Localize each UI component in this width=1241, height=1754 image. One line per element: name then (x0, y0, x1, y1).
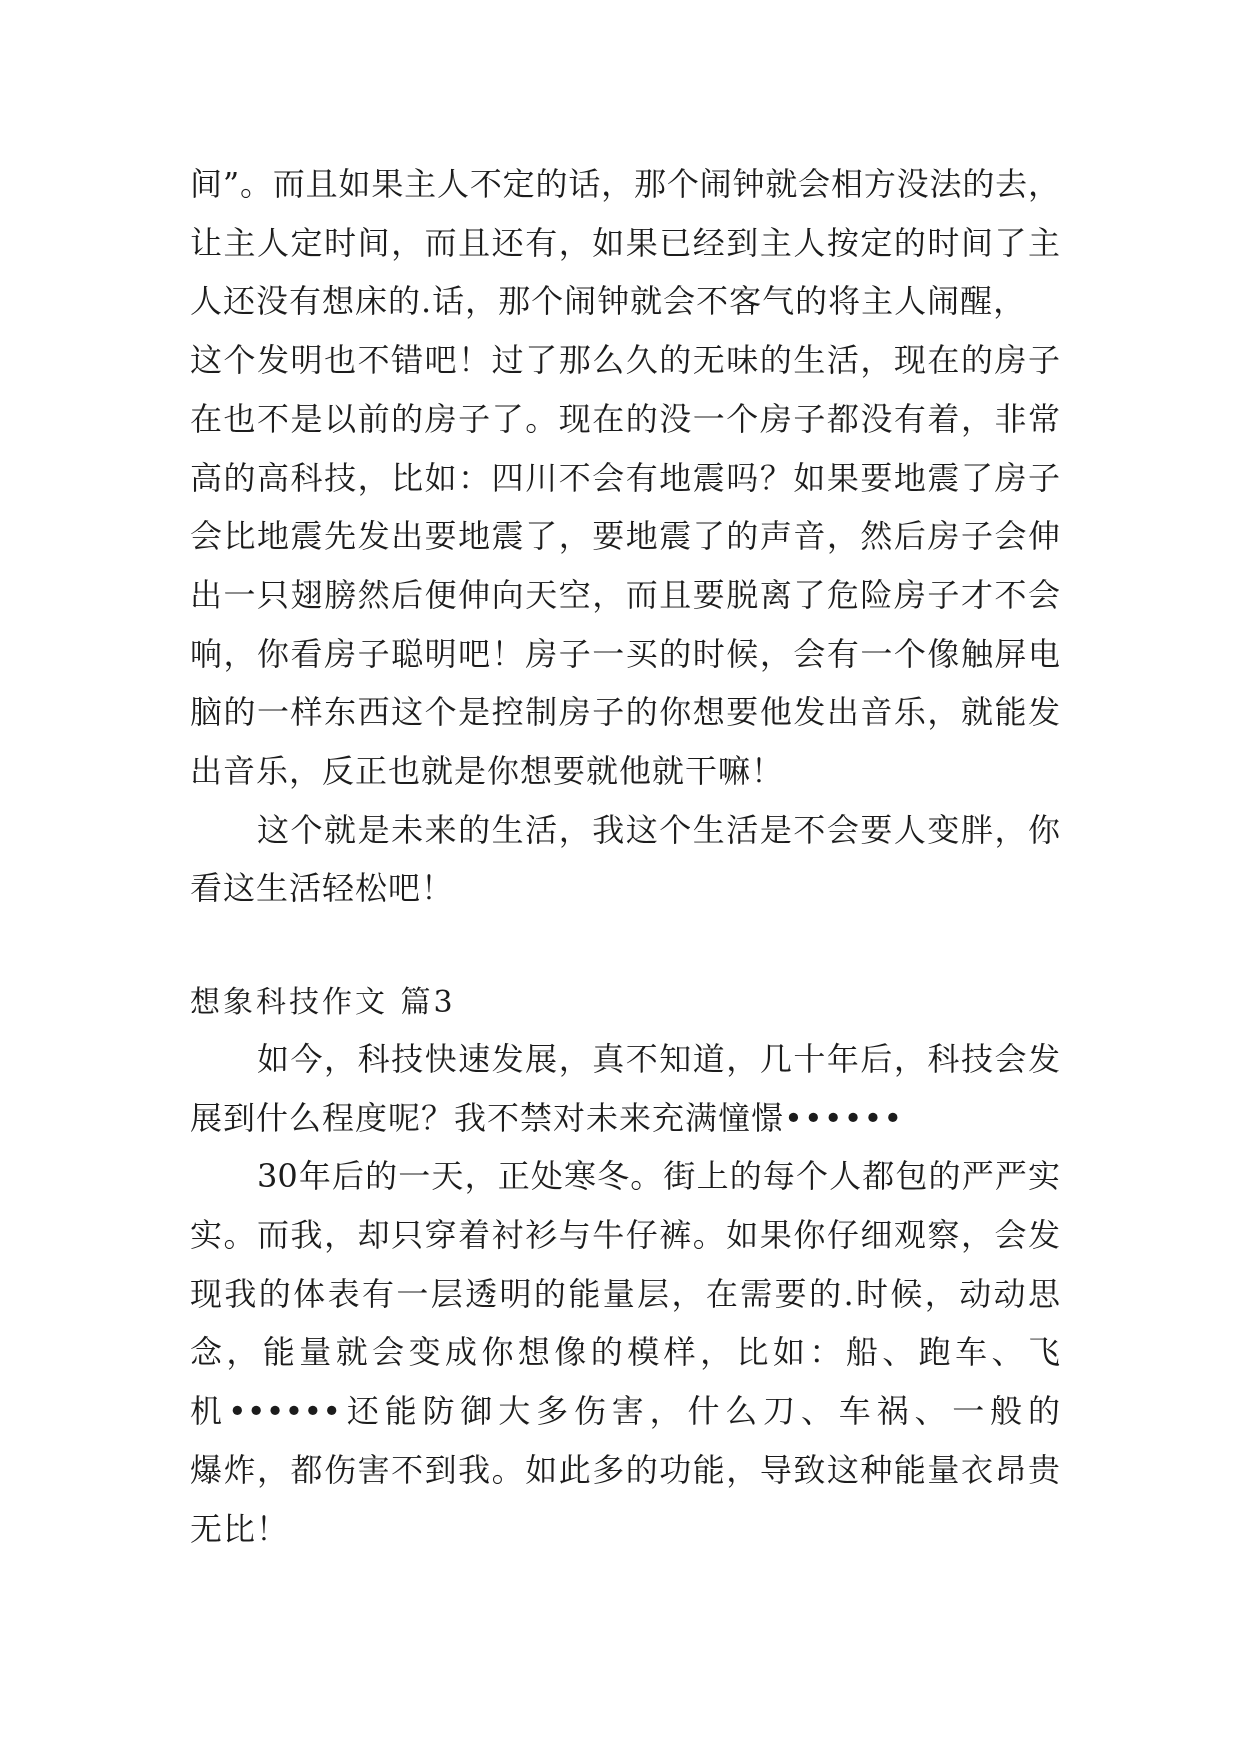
text-line: 现我的体表有一层透明的能量层，在需要的.时候，动动思 (190, 1275, 1060, 1313)
text-line: 念，能量就会变成你想像的模样，比如：船、跑车、飞 (190, 1333, 1060, 1371)
text-line: 这个发明也不错吧！过了那么久的无味的生活，现在的房子 (190, 341, 1060, 379)
text-line: 无比！ (190, 1510, 290, 1548)
text-line: 高的高科技，比如：四川不会有地震吗？如果要地震了房子 (190, 459, 1060, 497)
text-line: 响，你看房子聪明吧！房子一买的时候，会有一个像触屏电 (190, 635, 1060, 673)
text-line: 实。而我，却只穿着衬衫与牛仔裤。如果你仔细观察，会发 (190, 1216, 1060, 1254)
text-line: 如今，科技快速发展，真不知道，几十年后，科技会发 (257, 1040, 1060, 1078)
text-line: 展到什么程度呢？我不禁对未来充满憧憬•••••• (190, 1099, 904, 1137)
text-line: 人还没有想床的.话，那个闹钟就会不客气的将主人闹醒， (190, 282, 1027, 320)
text-line: 机••••••还能防御大多伤害，什么刀、车祸、一般的 (190, 1392, 1060, 1430)
text-line: 会比地震先发出要地震了，要地震了的声音，然后房子会伸 (190, 517, 1060, 555)
text-line: 让主人定时间，而且还有，如果已经到主人按定的时间了主 (190, 224, 1060, 262)
text-line: 看这生活轻松吧！ (190, 869, 455, 907)
section-heading: 想象科技作文 篇3 (190, 985, 456, 1020)
text-line: 间”。而且如果主人不定的话，那个闹钟就会相方没法的去， (190, 165, 1060, 203)
text-line: 这个就是未来的生活，我这个生活是不会要人变胖，你 (257, 811, 1060, 849)
text-line: 爆炸，都伤害不到我。如此多的功能，导致这种能量衣昂贵 (190, 1451, 1060, 1489)
text-line: 脑的一样东西这个是控制房子的你想要他发出音乐，就能发 (190, 693, 1060, 731)
text-line: 出音乐，反正也就是你想要就他就干嘛！ (190, 752, 785, 790)
text-line: 30年后的一天，正处寒冬。街上的每个人都包的严严实 (257, 1157, 1060, 1195)
text-line: 出一只翅膀然后便伸向天空，而且要脱离了危险房子才不会 (190, 576, 1060, 614)
text-line: 在也不是以前的房子了。现在的没一个房子都没有着，非常 (190, 400, 1060, 438)
